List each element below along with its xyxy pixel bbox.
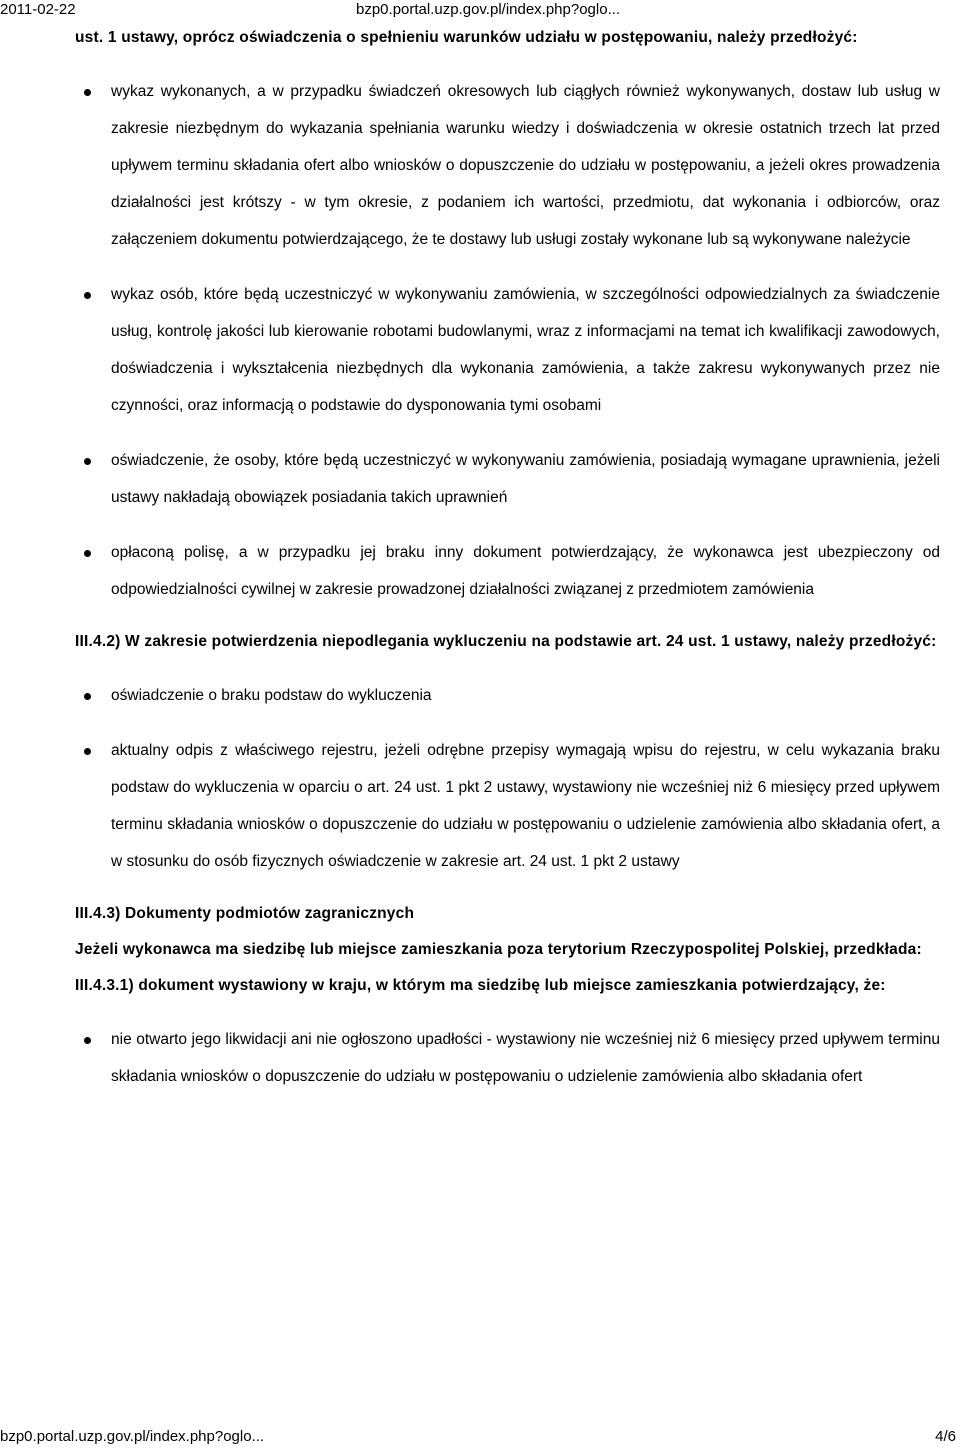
- list-item: [75, 534, 940, 608]
- list-item-text: wykaz osób, które będą uczestniczyć w wykonywaniu zamówienia, w szczególności odpowiedzialnych za świadczenie usług, kontrolę jakości lub kierowanie robotami budowlanymi, wraz z informacjami na temat ich kwalifikacji zawodowych, doświadczenia i wykształcenia niezbędnych dla wykonania zamówienia, a także zakresu wykonywanych przez nie czynności, oraz informacją o podstawie do dysponowania tymi osobami: [111, 286, 940, 414]
- bullet-icon: [84, 292, 91, 299]
- list-item: [75, 442, 940, 516]
- bullet-icon: [84, 458, 91, 465]
- list-item-text: wykaz wykonanych, a w przypadku świadczeń okresowych lub ciągłych również wykonywanych, dostaw lub usług w zakresie niezbędnym do wykazania spełniania warunku wiedzy i doświadczenia w okresie ostatnich trzech lat przed upływem terminu składania ofert albo wniosków o dopuszczenie do udziału w postępowaniu, a jeżeli okres prowadzenia działalności jest krótszy - w tym okresie, z podaniem ich wartości, przedmiotu, dat wykonania i odbiorców, oraz załączeniem dokumentu potwierdzającego, że te dostawy lub usługi zostały wykonane lub są wykonywane należycie: [111, 83, 940, 248]
- list-item-text: oświadczenie o braku podstaw do wykluczenia: [111, 687, 432, 704]
- print-date: 2011-02-22: [0, 1, 76, 18]
- section-heading-iii-4-3-1: III.4.3.1) dokument wystawiony w kraju, w którym ma siedzibę lub miejsce zamieszkania potwierdzający, że:: [75, 977, 886, 994]
- bullet-icon: [84, 550, 91, 557]
- print-header: [0, 0, 960, 20]
- bullet-icon: [84, 748, 91, 755]
- foreign-entities-subheading: Jeżeli wykonawca ma siedzibę lub miejsce zamieszkania poza terytorium Rzeczypospolitej Polskiej, przedkłada:: [75, 941, 922, 958]
- list-item-text: nie otwarto jego likwidacji ani nie ogłoszono upadłości - wystawiony nie wcześniej niż 6 miesięcy przed upływem terminu składania wniosków o dopuszczenie do udziału w postępowaniu o udzielenie zamówienia albo składania ofert: [111, 1031, 940, 1085]
- print-footer: [0, 1426, 960, 1448]
- page-number: 4/6: [935, 1428, 956, 1445]
- bullet-icon: [84, 89, 91, 96]
- section-intro: ust. 1 ustawy, oprócz oświadczenia o spełnieniu warunków udziału w postępowaniu, należy przedłożyć:: [75, 29, 858, 46]
- required-documents-list: [75, 73, 940, 608]
- exclusion-documents-list: [75, 677, 940, 880]
- foreign-documents-list: [75, 1021, 940, 1095]
- list-item: [75, 73, 940, 258]
- document-content: [75, 20, 940, 1095]
- section-heading-iii-4-2: III.4.2) W zakresie potwierdzenia niepodlegania wykluczeniu na podstawie art. 24 ust. 1 ustawy, należy przedłożyć:: [75, 633, 937, 650]
- list-item: [75, 677, 940, 714]
- bullet-icon: [84, 693, 91, 700]
- list-item: [75, 276, 940, 424]
- list-item: [75, 1021, 940, 1095]
- list-item-text: opłaconą polisę, a w przypadku jej braku inny dokument potwierdzający, że wykonawca jest ubezpieczony od odpowiedzialności cywilnej w zakresie prowadzonej działalności związanej z przedmiotem zamówienia: [111, 544, 940, 598]
- list-item-text: oświadczenie, że osoby, które będą uczestniczyć w wykonywaniu zamówienia, posiadają wymagane uprawnienia, jeżeli ustawy nakładają obowiązek posiadania takich uprawnień: [111, 452, 940, 506]
- section-heading-iii-4-3: III.4.3) Dokumenty podmiotów zagranicznych: [75, 905, 415, 922]
- bullet-icon: [84, 1037, 91, 1044]
- list-item-text: aktualny odpis z właściwego rejestru, jeżeli odrębne przepisy wymagają wpisu do rejestru, w celu wykazania braku podstaw do wykluczenia w oparciu o art. 24 ust. 1 pkt 2 ustawy, wystawiony nie wcześniej niż 6 miesięcy przed upływem terminu składania wniosków o dopuszczenie do udziału w postępowaniu o udzielenie zamówienia albo składania ofert, a w stosunku do osób fizycznych oświadczenie w zakresie art. 24 ust. 1 pkt 2 ustawy: [111, 742, 940, 870]
- list-item: [75, 732, 940, 880]
- footer-url: bzp0.portal.uzp.gov.pl/index.php?oglo...: [0, 1428, 265, 1445]
- print-url: bzp0.portal.uzp.gov.pl/index.php?oglo...: [356, 1, 621, 18]
